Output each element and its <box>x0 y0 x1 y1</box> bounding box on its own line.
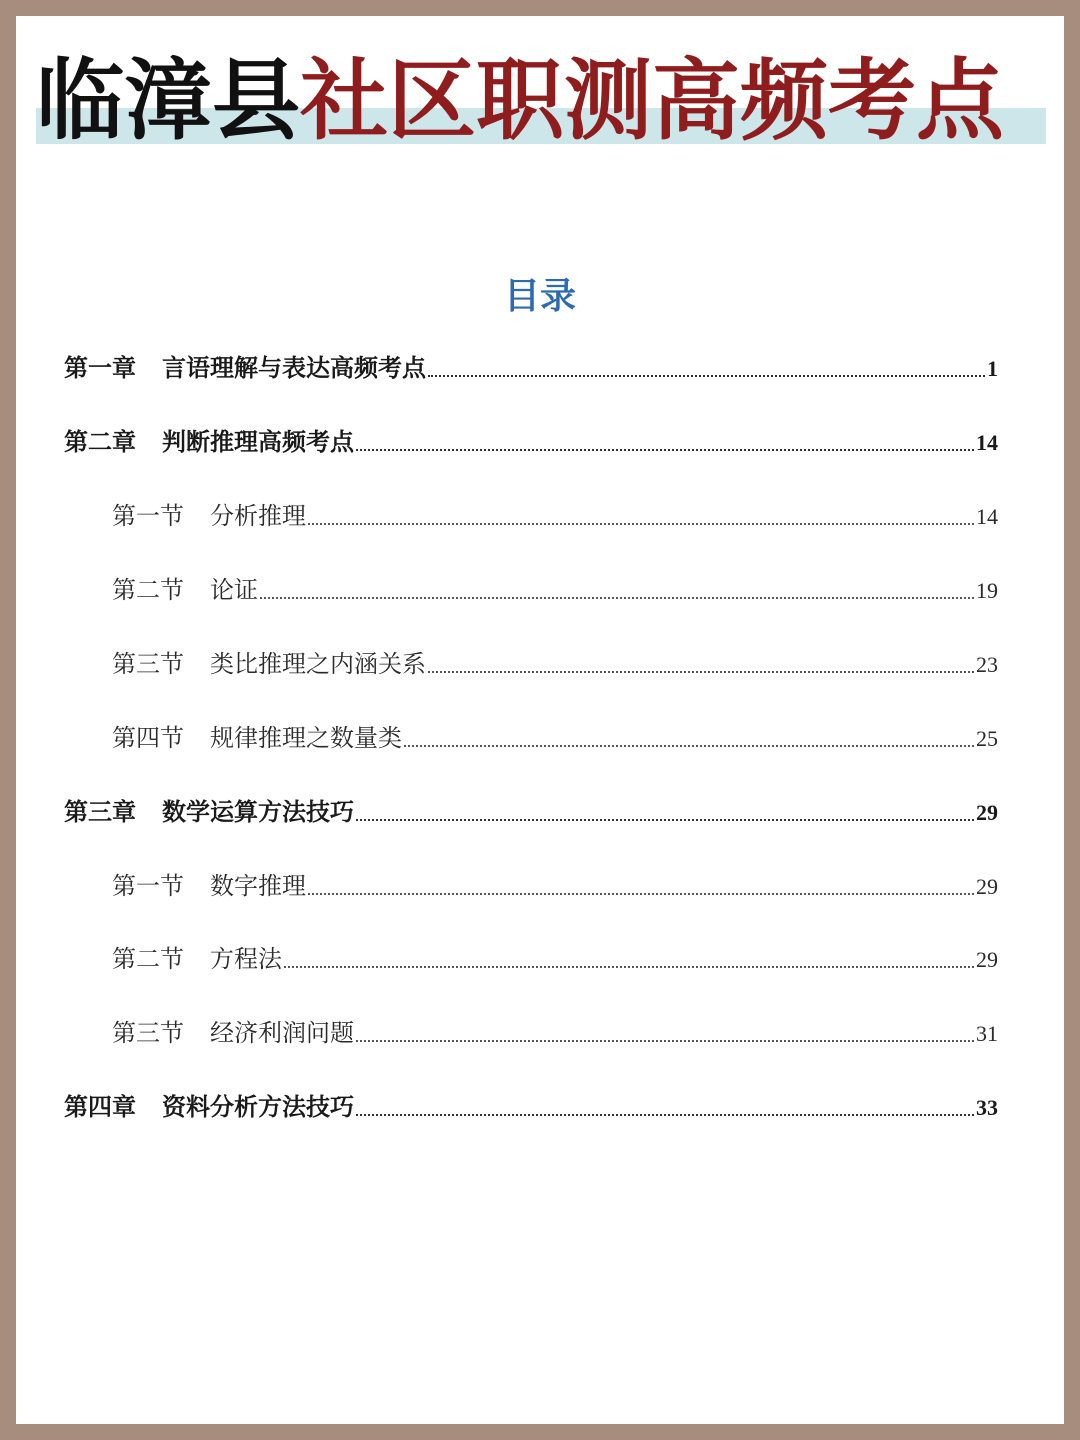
toc-entry-label: 第四章 <box>64 1093 136 1121</box>
banner-title-topic: 社区职测高频考点 <box>300 49 1005 152</box>
toc-entry-name: 资料分析方法技巧 <box>162 1093 354 1121</box>
toc-entry-label: 第二章 <box>64 428 136 456</box>
toc-entry-label: 第三节 <box>112 650 184 678</box>
toc-entry-name: 经济利润问题 <box>210 1019 354 1047</box>
toc-entry-section-3-2[interactable] <box>112 939 998 979</box>
table-of-contents <box>16 16 1064 1424</box>
toc-entry-name: 分析推理 <box>210 502 306 530</box>
toc-entry-label: 第三章 <box>64 798 136 826</box>
toc-entry-page: 29 <box>976 800 998 825</box>
toc-entry-label: 第一节 <box>112 872 184 900</box>
toc-entry-page: 14 <box>976 504 998 529</box>
toc-entry-name: 数学运算方法技巧 <box>162 798 354 826</box>
toc-leader-dots <box>308 893 974 895</box>
toc-leader-dots <box>404 745 974 747</box>
toc-leader-dots <box>356 449 974 451</box>
toc-entry-name: 言语理解与表达高频考点 <box>162 354 426 382</box>
toc-entry-name: 规律推理之数量类 <box>210 724 402 752</box>
toc-entry-section-2-1[interactable] <box>112 496 998 536</box>
toc-entry-label: 第三节 <box>112 1019 184 1047</box>
toc-entry-label: 第一章 <box>64 354 136 382</box>
toc-entry-section-3-3[interactable] <box>112 1013 998 1053</box>
toc-entry-section-3-1[interactable] <box>112 866 998 906</box>
toc-leader-dots <box>428 375 985 377</box>
toc-entry-chapter-4[interactable] <box>64 1087 998 1127</box>
toc-entry-section-2-2[interactable] <box>112 570 998 610</box>
toc-entry-label: 第一节 <box>112 502 184 530</box>
banner-title-county: 临漳县 <box>36 49 301 152</box>
toc-entry-page: 33 <box>976 1095 998 1120</box>
toc-entry-label: 第二节 <box>112 576 184 604</box>
toc-leader-dots <box>356 1040 974 1042</box>
toc-entry-name: 方程法 <box>210 945 282 973</box>
toc-entry-page: 29 <box>976 874 998 899</box>
toc-entry-page: 25 <box>976 726 998 751</box>
toc-title: 目录 <box>503 276 576 317</box>
toc-leader-dots <box>260 597 974 599</box>
toc-entry-page: 31 <box>976 1021 998 1046</box>
toc-leader-dots <box>356 819 974 821</box>
toc-leader-dots <box>356 1114 974 1116</box>
toc-entry-name: 论证 <box>210 576 258 604</box>
toc-entry-page: 14 <box>976 430 998 455</box>
toc-entry-section-2-3[interactable] <box>112 644 998 684</box>
toc-entry-name: 数字推理 <box>210 872 306 900</box>
toc-entry-section-2-4[interactable] <box>112 718 998 758</box>
toc-entry-page: 1 <box>987 356 998 381</box>
toc-leader-dots <box>308 523 974 525</box>
document-page <box>16 16 1064 1424</box>
toc-leader-dots <box>428 671 974 673</box>
toc-entry-name: 判断推理高频考点 <box>162 428 354 456</box>
toc-entry-chapter-3[interactable] <box>64 792 998 832</box>
toc-entry-label: 第二节 <box>112 945 184 973</box>
toc-entry-page: 23 <box>976 652 998 677</box>
toc-entry-page: 19 <box>976 578 998 603</box>
toc-leader-dots <box>284 966 974 968</box>
toc-entry-name: 类比推理之内涵关系 <box>210 650 426 678</box>
toc-entry-page: 29 <box>976 947 998 972</box>
toc-entry-label: 第四节 <box>112 724 184 752</box>
toc-entry-chapter-1[interactable] <box>64 348 998 388</box>
toc-entry-chapter-2[interactable] <box>64 422 998 462</box>
